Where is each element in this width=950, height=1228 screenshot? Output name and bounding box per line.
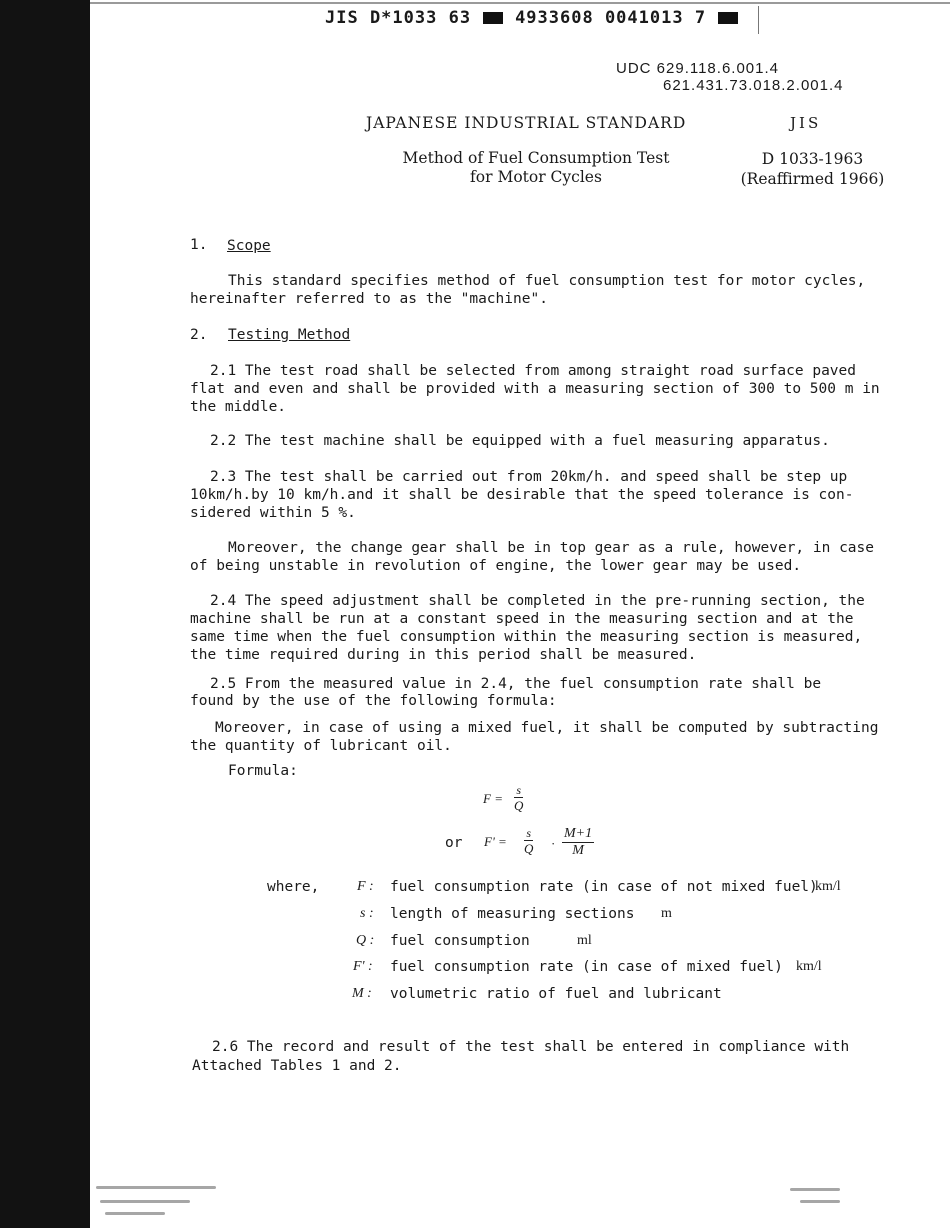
clause-2-3-line: 10km/h.by 10 km/h.and it shall be desirable that the speed tolerance is con- <box>190 487 854 503</box>
definition-text: fuel consumption rate (in case of not mixed fuel) <box>390 879 818 895</box>
section-2-number: 2. <box>190 327 208 343</box>
clause-2-5-line: found by the use of the following formula: <box>190 693 557 709</box>
formula-2-lhs: F' = <box>484 834 507 849</box>
header-rule <box>758 6 759 34</box>
clause-2-6-line: 2.6 The record and result of the test shall be entered in compliance with <box>212 1039 850 1055</box>
formula-label: Formula: <box>228 763 298 779</box>
scan-top-line <box>90 2 950 4</box>
clause-2-1-line: 2.1 The test road shall be selected from among straight road surface paved <box>210 363 857 379</box>
definition-unit: km/l <box>815 879 841 894</box>
formula-2-numerator-b: M+1 <box>564 826 593 841</box>
standard-number-line-1: D 1033-1963 <box>761 150 864 168</box>
formula-1-numerator: s <box>514 783 523 798</box>
definition-symbol: F : <box>357 879 374 894</box>
formula-1-fraction <box>514 783 523 813</box>
udc-line-2: 621.431.73.018.2.001.4 <box>663 77 844 94</box>
definition-unit: ml <box>577 933 592 948</box>
definition-text: fuel consumption <box>390 933 530 949</box>
clause-2-4-line: same time when the fuel consumption within the measuring section is measured, <box>190 629 863 645</box>
formula-2-fraction-b <box>562 826 594 859</box>
clause-2-6-line: Attached Tables 1 and 2. <box>192 1058 402 1074</box>
formula-1-lhs: F = <box>483 791 503 806</box>
definition-unit: km/l <box>796 959 822 974</box>
formula-or: or <box>445 835 463 851</box>
document-title <box>396 149 676 187</box>
formula-1-denominator: Q <box>514 798 524 813</box>
header-code <box>325 8 738 28</box>
definition-text: fuel consumption rate (in case of mixed fuel) <box>390 959 783 975</box>
definition-unit: m <box>661 906 672 921</box>
clause-2-2-line: 2.2 The test machine shall be equipped with a fuel measuring apparatus. <box>210 433 830 449</box>
title-line-2: for Motor Cycles <box>470 168 602 186</box>
clause-2-4-line: 2.4 The speed adjustment shall be completed in the pre-running section, the <box>210 593 865 609</box>
where-label: where, <box>267 879 320 895</box>
definition-symbol: Q : <box>356 933 375 948</box>
clause-2-3-note-line: Moreover, the change gear shall be in top gear as a rule, however, in case <box>228 540 875 556</box>
formula-2-denominator: Q <box>524 841 534 856</box>
formula-2-denominator-b: M <box>572 843 584 858</box>
clause-2-5-note-line: Moreover, in case of using a mixed fuel, it shall be computed by subtracting <box>215 720 879 736</box>
header-code-left: JIS D*1033 63 <box>325 8 472 28</box>
clause-2-5-line: 2.5 From the measured value in 2.4, the fuel consumption rate shall be <box>210 676 822 692</box>
clause-2-4-line: machine shall be run at a constant speed in the measuring section and at the <box>190 611 854 627</box>
black-block-mark <box>483 12 503 24</box>
formula-2-dot: · <box>551 836 556 851</box>
organization-heading: JAPANESE INDUSTRIAL STANDARD <box>366 114 687 132</box>
clause-2-3-line: sidered within 5 %. <box>190 505 356 521</box>
definition-text: length of measuring sections <box>390 906 635 922</box>
scan-noise <box>96 1186 216 1189</box>
scope-text-line: This standard specifies method of fuel consumption test for motor cycles, <box>228 273 866 289</box>
definition-text: volumetric ratio of fuel and lubricant <box>390 986 722 1002</box>
jis-mark: JIS <box>790 114 822 132</box>
formula-2-numerator: s <box>524 826 533 841</box>
scan-noise <box>790 1188 840 1191</box>
definition-symbol: M : <box>352 986 372 1001</box>
title-line-1: Method of Fuel Consumption Test <box>402 149 670 167</box>
clause-2-5-note-line: the quantity of lubricant oil. <box>190 738 452 754</box>
section-1-number: 1. <box>190 237 208 253</box>
scan-noise <box>100 1200 190 1203</box>
black-block-mark <box>718 12 738 24</box>
scan-dark-edge <box>0 0 90 1228</box>
standard-number-line-2: (Reaffirmed 1966) <box>740 170 885 188</box>
clause-2-3-note-line: of being unstable in revolution of engine, the lower gear may be used. <box>190 558 802 574</box>
standard-number <box>730 149 895 189</box>
udc-line-1: UDC 629.118.6.001.4 <box>616 60 779 77</box>
formula-2-fraction-a <box>524 826 533 856</box>
scan-noise <box>800 1200 840 1203</box>
clause-2-3-line: 2.3 The test shall be carried out from 20km/h. and speed shall be step up <box>210 469 848 485</box>
clause-2-4-line: the time required during in this period shall be measured. <box>190 647 697 663</box>
clause-2-1-line: flat and even and shall be provided with a measuring section of 300 to 500 m in <box>190 381 880 397</box>
header-code-right: 4933608 0041013 7 <box>515 8 707 28</box>
section-1-title: Scope <box>227 238 271 254</box>
definition-symbol: F' : <box>353 959 373 974</box>
scan-noise <box>105 1212 165 1215</box>
udc-classification <box>616 60 843 94</box>
section-2-title: Testing Method <box>228 327 351 343</box>
definition-symbol: s : <box>360 906 374 921</box>
clause-2-1-line: the middle. <box>190 399 287 415</box>
scope-text-line: hereinafter referred to as the "machine". <box>190 291 548 307</box>
